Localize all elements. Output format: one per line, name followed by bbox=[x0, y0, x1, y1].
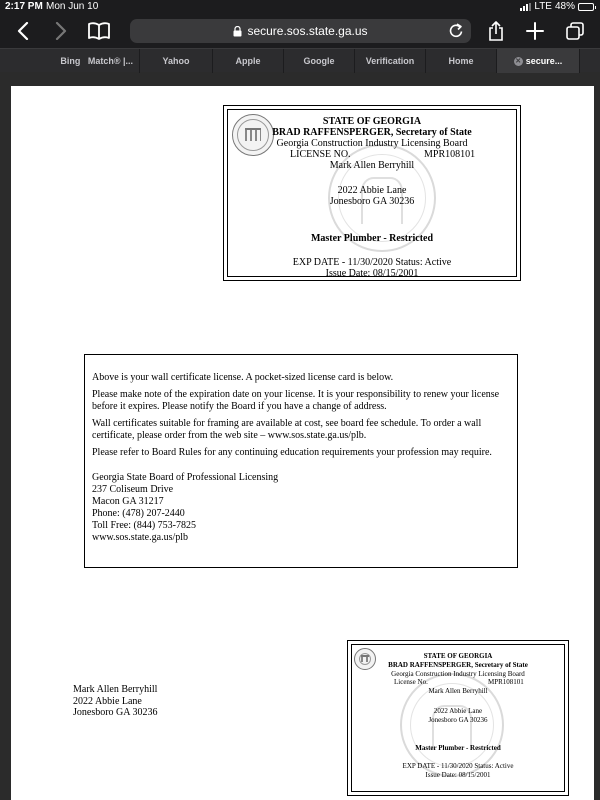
card-state: STATE OF GEORGIA bbox=[423, 652, 493, 660]
favorite-yahoo[interactable] bbox=[140, 49, 213, 73]
info-box bbox=[84, 354, 518, 568]
board-phone: Phone: (478) 207-2440 bbox=[92, 508, 185, 519]
mailing-address bbox=[73, 684, 157, 719]
favorite-bing[interactable] bbox=[0, 49, 140, 73]
battery-percent: 48% bbox=[554, 1, 575, 12]
mailing-city: Jonesboro GA 30236 bbox=[73, 707, 158, 718]
cert-secretary: BRAD RAFFENSPERGER, Secretary of State bbox=[272, 127, 472, 138]
tab-label: secure... bbox=[525, 56, 563, 66]
cert-name: Mark Allen Berryhill bbox=[329, 160, 415, 171]
favorite-apple[interactable] bbox=[213, 49, 284, 73]
board-website: www.sos.state.ga.us/plb bbox=[92, 532, 189, 543]
card-secretary: BRAD RAFFENSPERGER, Secretary of State bbox=[388, 661, 528, 669]
tab-active[interactable] bbox=[497, 49, 580, 73]
board-address bbox=[92, 472, 510, 544]
new-tab-icon[interactable] bbox=[524, 18, 546, 44]
favorite-label: Apple bbox=[235, 56, 261, 66]
board-toll-free: Toll Free: (844) 753-7825 bbox=[92, 520, 197, 531]
board-city: Macon GA 31217 bbox=[92, 496, 164, 507]
battery-icon bbox=[578, 3, 594, 11]
favorite-google[interactable] bbox=[284, 49, 355, 73]
cert-license-label: LICENSE NO. bbox=[290, 149, 351, 160]
status-right bbox=[520, 1, 594, 12]
info-paragraph-4: Please refer to Board Rules for any continuing education requirements your profession may require. bbox=[92, 447, 492, 458]
favorite-label: Home bbox=[448, 56, 474, 66]
cert-exp-status: EXP DATE - 11/30/2020 Status: Active bbox=[292, 257, 452, 268]
cert-board: Georgia Construction Industry Licensing Board bbox=[276, 138, 468, 149]
status-bar bbox=[0, 0, 600, 14]
url-text: secure.sos.state.ga.us bbox=[247, 24, 368, 38]
favorite-label: Google bbox=[303, 56, 335, 66]
favorites-bar bbox=[0, 48, 600, 72]
cert-license-type: Master Plumber - Restricted bbox=[310, 233, 434, 244]
cert-issue-date: Issue Date: 08/15/2001 bbox=[325, 268, 419, 279]
document-page bbox=[11, 86, 594, 800]
status-time: 2:17 PM bbox=[5, 1, 43, 12]
cert-state: STATE OF GEORGIA bbox=[322, 116, 422, 127]
status-date: Mon Jun 10 bbox=[46, 1, 99, 12]
browser-toolbar bbox=[0, 14, 600, 48]
wall-certificate bbox=[223, 105, 521, 281]
card-board: Georgia Construction Industry Licensing Board bbox=[391, 670, 525, 678]
card-name: Mark Allen Berryhill bbox=[428, 687, 488, 695]
card-license-number: MPR108101 bbox=[488, 678, 524, 686]
card-city: Jonesboro GA 30236 bbox=[428, 716, 488, 724]
favorite-verification[interactable] bbox=[355, 49, 426, 73]
cert-license-number: MPR108101 bbox=[424, 149, 476, 160]
mailing-street: 2022 Abbie Lane bbox=[73, 695, 142, 707]
address-bar[interactable] bbox=[130, 19, 471, 43]
info-paragraph-2: Please make note of the expiration date on your license. It is your responsibility to renew your license before it expires. Please notify the Board if you have a change of address. bbox=[92, 389, 500, 412]
pocket-license-card bbox=[347, 640, 569, 796]
favorite-label: Yahoo bbox=[162, 56, 190, 66]
info-paragraph-1: Above is your wall certificate license. A pocket-sized license card is below. bbox=[92, 372, 394, 383]
mailing-name: Mark Allen Berryhill bbox=[73, 684, 158, 695]
network-type: LTE bbox=[534, 1, 552, 12]
favorite-home[interactable] bbox=[426, 49, 497, 73]
favorite-label: Match® |... bbox=[87, 56, 133, 66]
close-tab-icon[interactable]: ✕ bbox=[515, 58, 522, 65]
tabs-icon[interactable] bbox=[564, 18, 586, 44]
lock-icon bbox=[233, 26, 242, 37]
cert-street: 2022 Abbie Lane bbox=[337, 185, 407, 196]
share-icon[interactable] bbox=[486, 18, 506, 44]
card-street: 2022 Abbie Lane bbox=[433, 707, 483, 715]
board-name: Georgia State Board of Professional Licensing bbox=[92, 472, 279, 483]
card-issue-date: Issue Date: 08/15/2001 bbox=[425, 771, 491, 779]
cert-city: Jonesboro GA 30236 bbox=[329, 196, 415, 207]
back-icon[interactable] bbox=[12, 18, 34, 44]
info-paragraph-3: Wall certificates suitable for framing are available at cost, see board fee schedule. To order a wall certificate, please order from the web site – www.sos.state.ga.us/plb. bbox=[92, 418, 482, 441]
card-license-label: License No. bbox=[394, 678, 428, 686]
bookmarks-icon[interactable] bbox=[86, 18, 112, 44]
forward-icon[interactable] bbox=[50, 18, 72, 44]
signal-icon bbox=[520, 3, 531, 11]
card-license-type: Master Plumber - Restricted bbox=[415, 744, 501, 752]
favorite-label: Bing bbox=[60, 56, 81, 66]
card-exp-status: EXP DATE - 11/30/2020 Status: Active bbox=[402, 762, 514, 770]
favorite-label: Verification bbox=[365, 56, 415, 66]
reload-icon[interactable] bbox=[449, 23, 463, 38]
board-street: 237 Coliseum Drive bbox=[92, 484, 174, 495]
